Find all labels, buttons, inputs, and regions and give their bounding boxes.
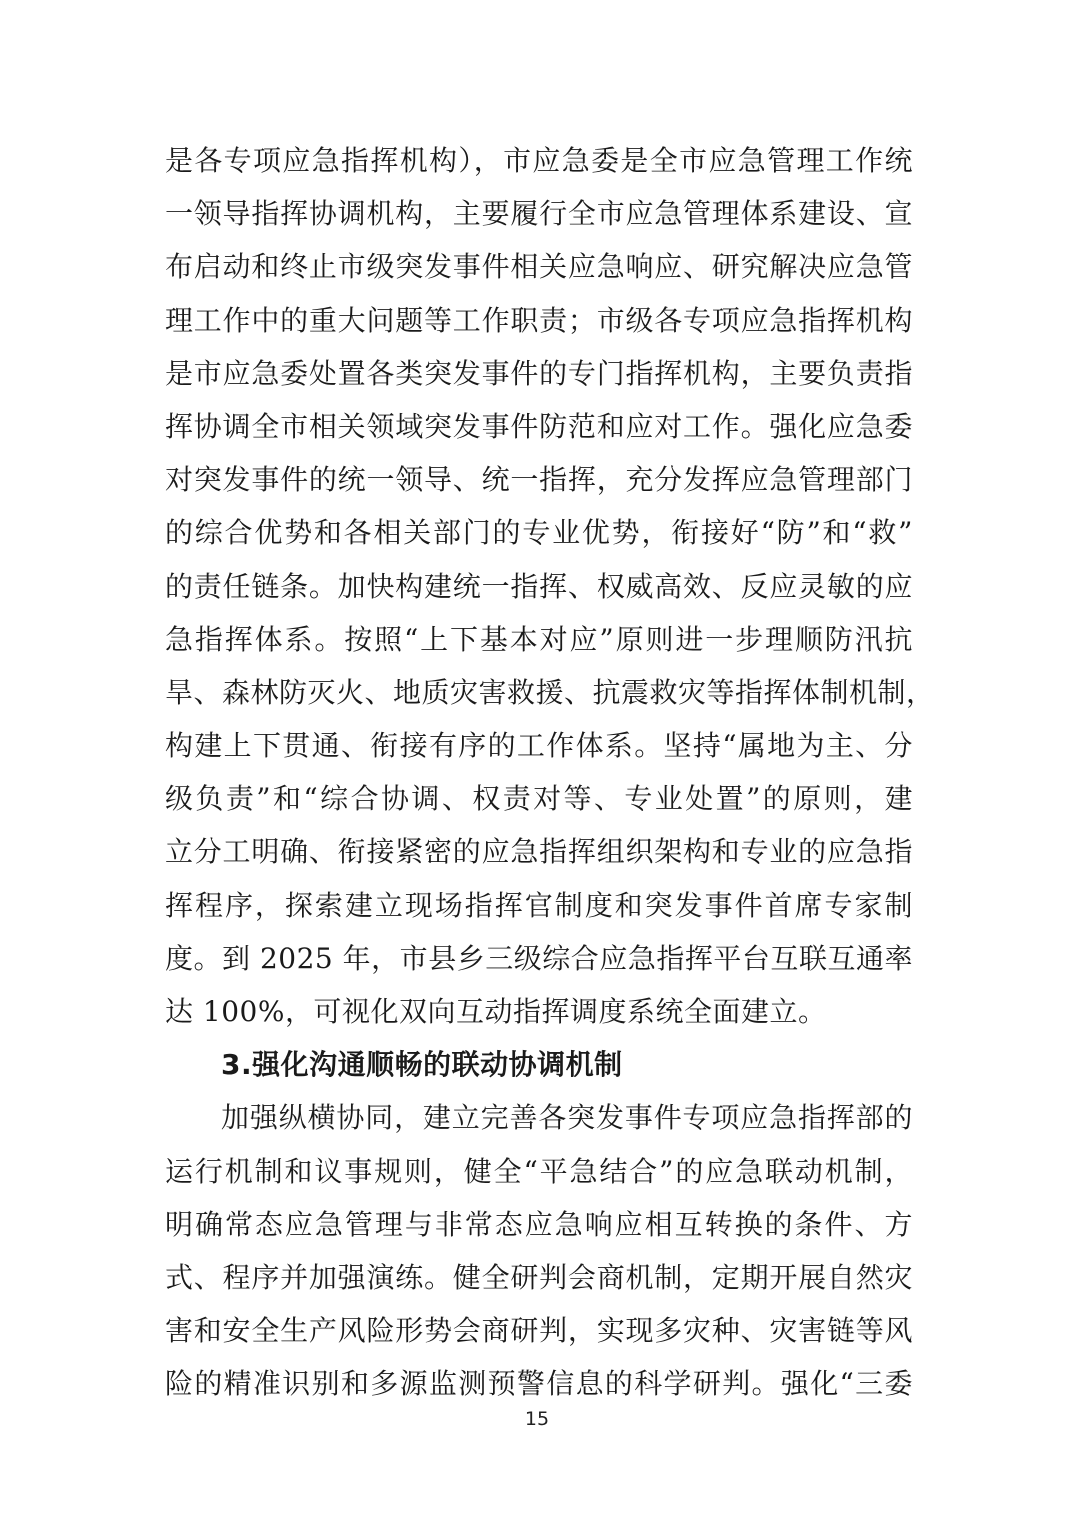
section-heading: 3.强化沟通顺畅的联动协调机制 [221,1048,623,1082]
text-line: 构建上下贯通、衔接有序的工作体系。坚持“属地为主、分 [165,729,913,763]
paragraph-1 [165,140,935,1044]
text-line: 的综合优势和各相关部门的专业优势，衔接好“防”和“救” [165,516,913,550]
text-line: 急指挥体系。按照“上下基本对应”原则进一步理顺防汛抗 [165,622,913,656]
text-line: 的责任链条。加快构建统一指挥、权威高效、反应灵敏的应 [165,569,913,603]
text-line: 式、程序并加强演练。健全研判会商机制，定期开展自然灾 [165,1260,913,1294]
text-line: 加强纵横协同，建立完善各突发事件专项应急指挥部的 [221,1101,913,1135]
text-line: 理工作中的重大问题等工作职责；市级各专项应急指挥机构 [165,303,913,337]
text-line: 达 100%，可视化双向互动指挥调度系统全面建立。 [165,995,827,1028]
text-line: 一领导指挥协调机构，主要履行全市应急管理体系建设、宣 [165,197,913,231]
text-line: 害和安全生产风险形势会商研判，实现多灾种、灾害链等风 [165,1314,913,1348]
body-text [165,140,935,1417]
text-line: 明确常态应急管理与非常态应急响应相互转换的条件、方 [165,1207,913,1241]
text-line: 挥协调全市相关领域突发事件防范和应对工作。强化应急委 [165,409,913,443]
paragraph-2 [165,1097,913,1416]
text-line: 是市应急委处置各类突发事件的专门指挥机构，主要负责指 [165,356,913,390]
text-line: 旱、森林防灭火、地质灾害救援、抗震救灾等指挥体制机制， [165,675,935,709]
text-line: 对突发事件的统一领导、统一指挥，充分发挥应急管理部门 [165,463,913,497]
text-line: 运行机制和议事规则，健全“平急结合”的应急联动机制， [165,1154,913,1188]
text-line: 立分工明确、衔接紧密的应急指挥组织架构和专业的应急指 [165,835,913,869]
text-line: 级负责”和“综合协调、权责对等、专业处置”的原则，建 [165,782,913,816]
page-number: 15 [524,1408,550,1430]
text-line: 险的精准识别和多源监测预警信息的科学研判。强化“三委 [165,1367,913,1401]
text-line: 是各专项应急指挥机构），市应急委是全市应急管理工作统 [165,144,913,177]
text-line: 挥程序，探索建立现场指挥官制度和突发事件首席专家制 [165,888,913,922]
text-line: 度。到 2025 年，市县乡三级综合应急指挥平台互联互通率 [165,941,913,975]
text-line: 布启动和终止市级突发事件相关应急响应、研究解决应急管 [165,250,913,284]
